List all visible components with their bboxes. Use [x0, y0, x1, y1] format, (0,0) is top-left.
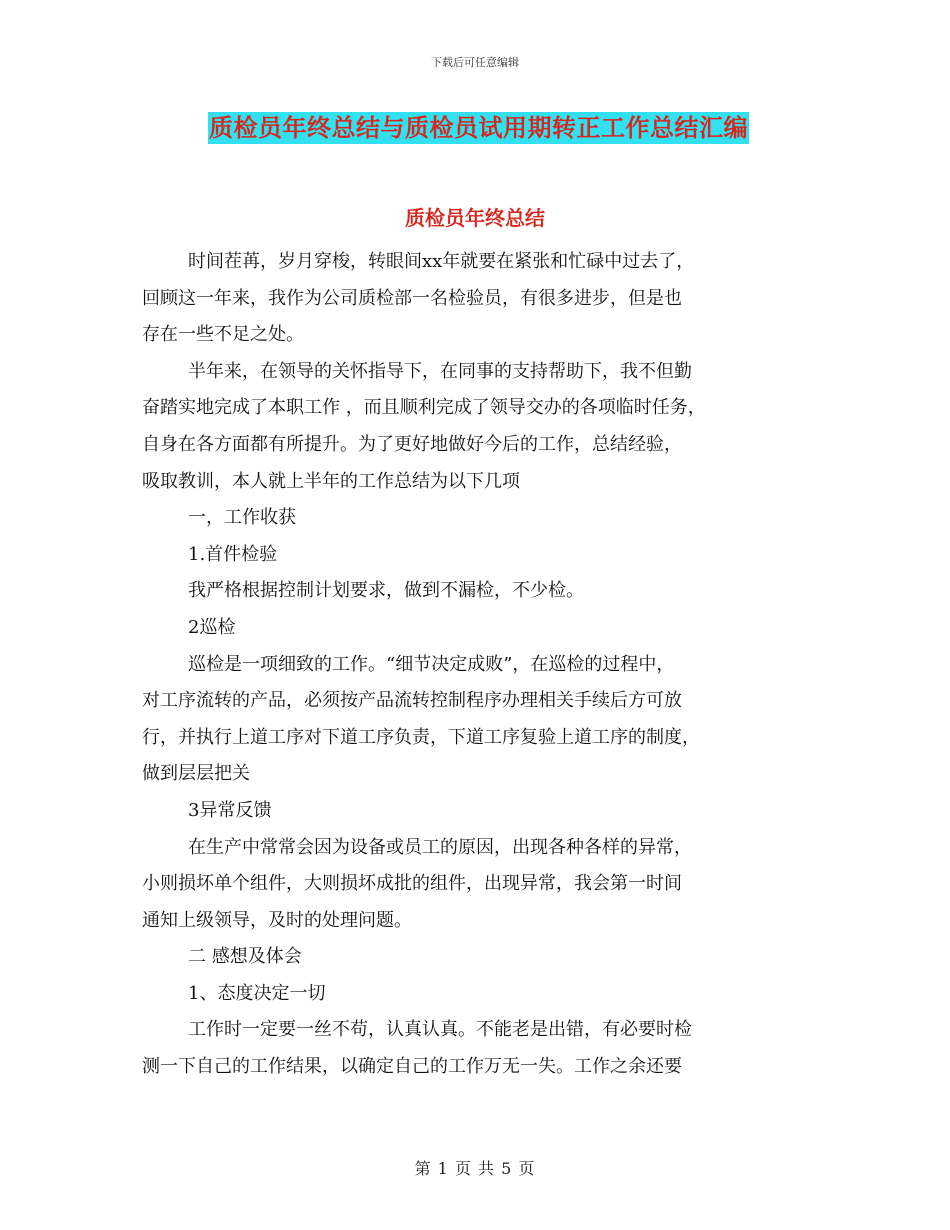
- subsection-heading: 3异常反馈: [188, 799, 272, 821]
- section-heading: 二 感想及体会: [188, 946, 302, 968]
- body-line: 存在一些不足之处。: [142, 324, 304, 346]
- body-line: 工作时一定要一丝不苟，认真认真。不能老是出错，有必要时检: [188, 1019, 692, 1041]
- subsection-heading: 1、态度决定一切: [188, 982, 326, 1004]
- body-line: 巡检是一项细致的工作。“细节决定成败”，在巡检的过程中，: [188, 653, 675, 675]
- subsection-heading: 2巡检: [188, 616, 236, 638]
- body-line: 吸取教训，本人就上半年的工作总结为以下几项: [142, 470, 520, 492]
- body-line: 通知上级领导，及时的处理问题。: [142, 909, 412, 931]
- section-heading: 一，工作收获: [188, 507, 296, 529]
- body-line: 测一下自己的工作结果，以确定自己的工作万无一失。工作之余还要: [142, 1056, 682, 1078]
- document-body: [142, 244, 822, 1086]
- body-line: 自身在各方面都有所提升。为了更好地做好今后的工作，总结经验，: [142, 433, 682, 455]
- body-line: 我严格根据控制计划要求，做到不漏检，不少检。: [188, 580, 584, 602]
- body-line: 时间茬苒，岁月穿梭，转眼间xx年就要在紧张和忙碌中过去了，: [188, 251, 695, 272]
- body-line: 对工序流转的产品，必须按产品流转控制程序办理相关手续后方可放: [142, 690, 682, 712]
- body-line: 小则损坏单个组件，大则损坏成批的组件，出现异常，我会第一时间: [142, 873, 682, 895]
- page-number-footer: 第 1 页 共 5 页: [414, 1159, 536, 1178]
- body-line: 回顾这一年来，我作为公司质检部一名检验员，有很多进步，但是也: [142, 287, 682, 309]
- body-line: 做到层层把关: [142, 763, 250, 785]
- body-line: 在生产中常常会因为设备或员工的原因，出现各种各样的异常，: [188, 836, 692, 858]
- body-line: 奋踏实地完成了本职工作 ，而且顺利完成了领导交办的各项临时任务，: [142, 397, 706, 419]
- body-line: 半年来，在领导的关怀指导下，在同事的支持帮助下，我不但勤: [188, 360, 692, 382]
- header-note: 下载后可任意编辑: [431, 56, 519, 69]
- subsection-heading: 1.首件检验: [188, 543, 278, 565]
- body-line: 行，并执行上道工序对下道工序负责，下道工序复验上道工序的制度，: [142, 726, 700, 748]
- document-title: 质检员年终总结与质检员试用期转正工作总结汇编: [209, 113, 748, 142]
- section-title: 质检员年终总结: [405, 206, 545, 230]
